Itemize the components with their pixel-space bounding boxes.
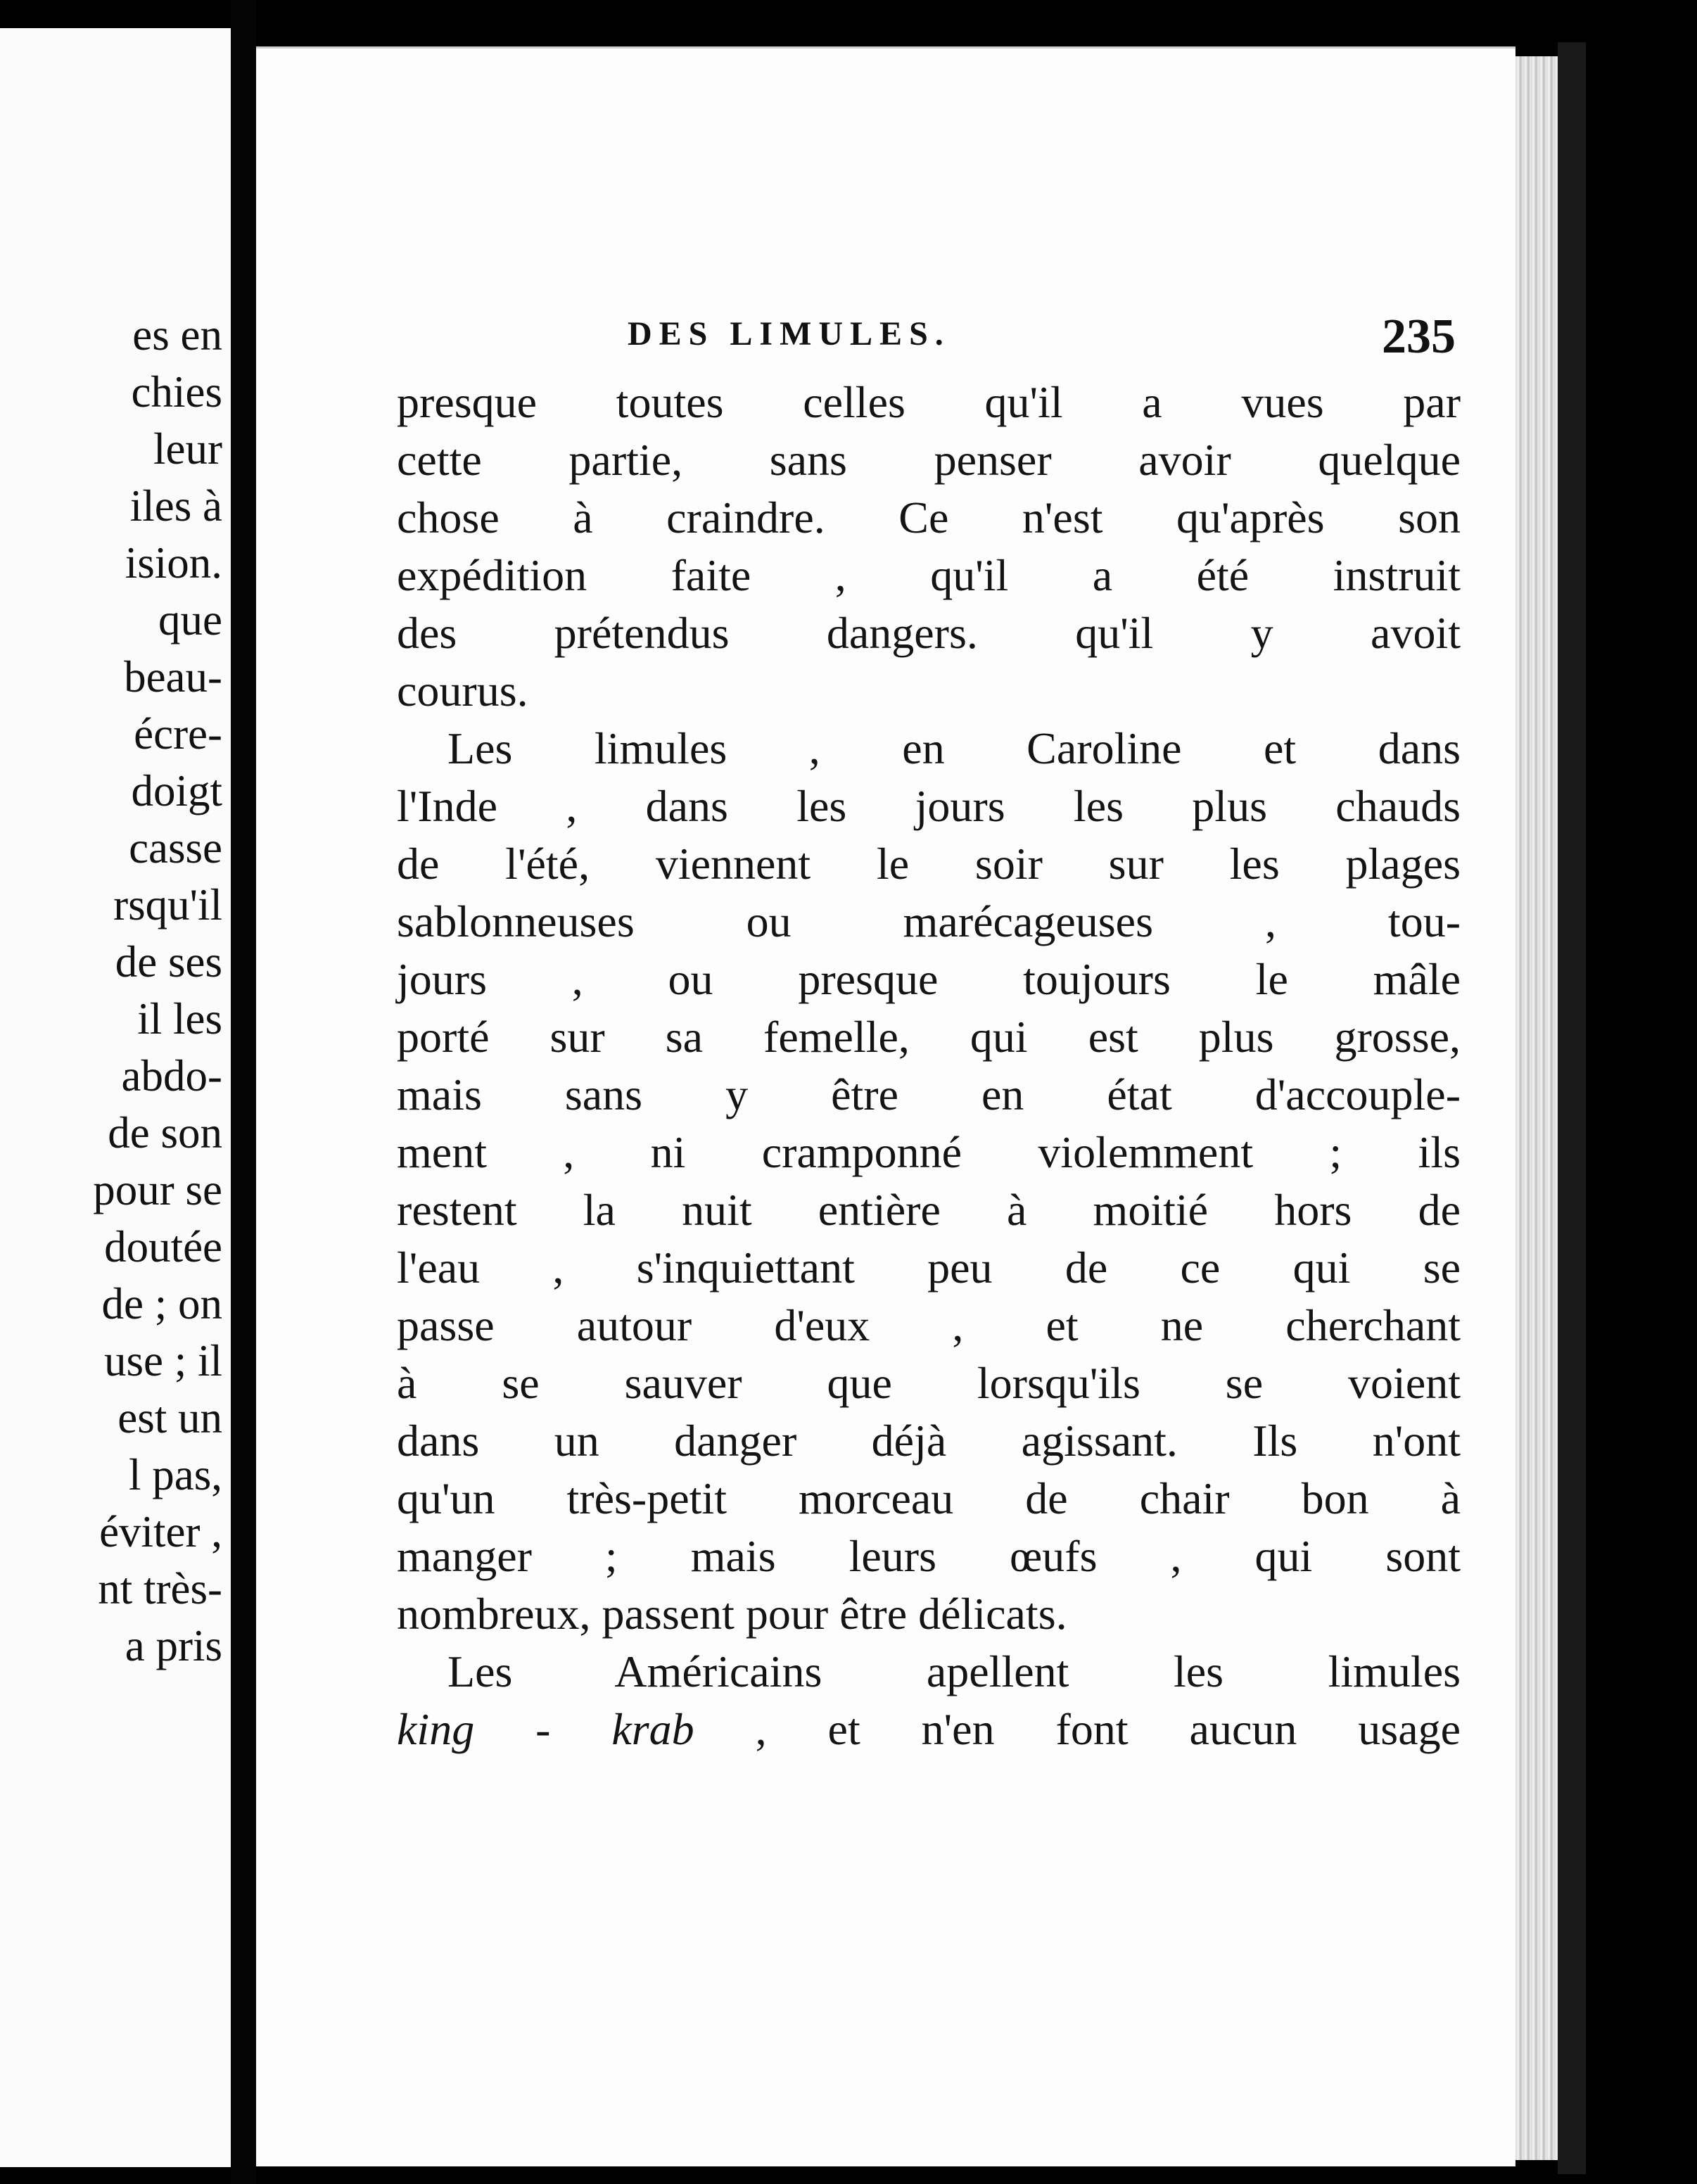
left-page-fragment: casse xyxy=(129,823,222,872)
left-page-fragment: pour se xyxy=(93,1165,222,1214)
left-page-fragment: abdo- xyxy=(121,1051,222,1100)
text-line: presque toutes celles qu'il a vues par xyxy=(397,377,1461,427)
running-head: DES LIMULES. xyxy=(628,315,951,353)
text-line: dans un danger déjà agissant. Ils n'ont xyxy=(397,1416,1461,1466)
text-line: mais sans y être en état d'accouple- xyxy=(397,1069,1461,1119)
text-line: passe autour d'eux , et ne cherchant xyxy=(397,1300,1461,1350)
text-line: jours , ou presque toujours le mâle xyxy=(397,954,1461,1004)
body-text xyxy=(397,374,1461,1758)
text-line: expédition faite , qu'il a été instruit xyxy=(397,550,1461,600)
page-edges xyxy=(1515,56,1558,2160)
text-line: restent la nuit entière à moitié hors de xyxy=(397,1185,1461,1235)
text-line xyxy=(397,1701,1461,1758)
left-page-fragment: de son xyxy=(108,1108,222,1157)
left-page-fragment: leur xyxy=(153,424,222,474)
left-page-fragment: rsqu'il xyxy=(113,880,222,929)
italic-term: king - krab xyxy=(397,1704,694,1754)
text-line: l'Inde , dans les jours les plus chauds xyxy=(397,781,1461,831)
text-line: manger ; mais leurs œufs , qui sont xyxy=(397,1531,1461,1581)
text-line: nombreux, passent pour être délicats. xyxy=(397,1589,1067,1639)
left-page-fragment: doigt xyxy=(131,766,222,815)
book-cover-edge xyxy=(1558,42,1586,2174)
left-page-fragment: de ses xyxy=(115,937,222,986)
page-header xyxy=(256,309,1515,365)
book-gutter xyxy=(231,0,256,2184)
left-page-fragment: es en xyxy=(132,310,222,360)
text-span: , et n'en font aucun usage xyxy=(694,1704,1461,1754)
text-line: porté sur sa femelle, qui est plus grosse, xyxy=(397,1012,1461,1062)
left-page-fragment: a pris xyxy=(125,1621,222,1670)
text-line: sablonneuses ou marécageuses , tou- xyxy=(397,896,1461,946)
left-page-fragment: doutée xyxy=(104,1222,222,1271)
left-page-fragment: l pas, xyxy=(129,1450,222,1499)
text-line: ment , ni cramponné violemment ; ils xyxy=(397,1127,1461,1177)
left-page-fragment: chies xyxy=(131,367,222,417)
left-page-fragment: que xyxy=(158,595,222,645)
page-number: 235 xyxy=(1382,310,1456,364)
text-line: l'eau , s'inquiettant peu de ce qui se xyxy=(397,1243,1461,1293)
left-page-fragment: nt très- xyxy=(98,1564,222,1613)
text-line: Les limules , en Caroline et dans xyxy=(447,723,1461,773)
left-page-fragment: écre- xyxy=(134,709,222,758)
left-page-fragment: éviter , xyxy=(99,1507,222,1556)
text-line: de l'été, viennent le soir sur les plages xyxy=(397,839,1461,889)
text-line: chose à craindre. Ce n'est qu'après son xyxy=(397,493,1461,542)
left-page-fragment: use ; il xyxy=(104,1336,222,1385)
left-page-fragment: est un xyxy=(117,1393,222,1442)
text-line: qu'un très-petit morceau de chair bon à xyxy=(397,1473,1461,1523)
text-line: cette partie, sans penser avoir quelque xyxy=(397,435,1461,485)
text-line: des prétendus dangers. qu'il y avoit xyxy=(397,608,1461,658)
left-page-fragment: de ; on xyxy=(101,1279,222,1328)
text-line: à se sauver que lorsqu'ils se voient xyxy=(397,1358,1461,1408)
left-page-fragment: beau- xyxy=(124,652,222,701)
left-page-fragment: ision. xyxy=(125,538,222,588)
left-page-fragment: il les xyxy=(137,994,222,1043)
left-page-fragment: iles à xyxy=(129,481,222,531)
left-page xyxy=(0,28,231,2167)
text-line: Les Américains apellent les limules xyxy=(447,1646,1461,1696)
right-page xyxy=(256,46,1515,2166)
text-line: courus. xyxy=(397,666,528,716)
